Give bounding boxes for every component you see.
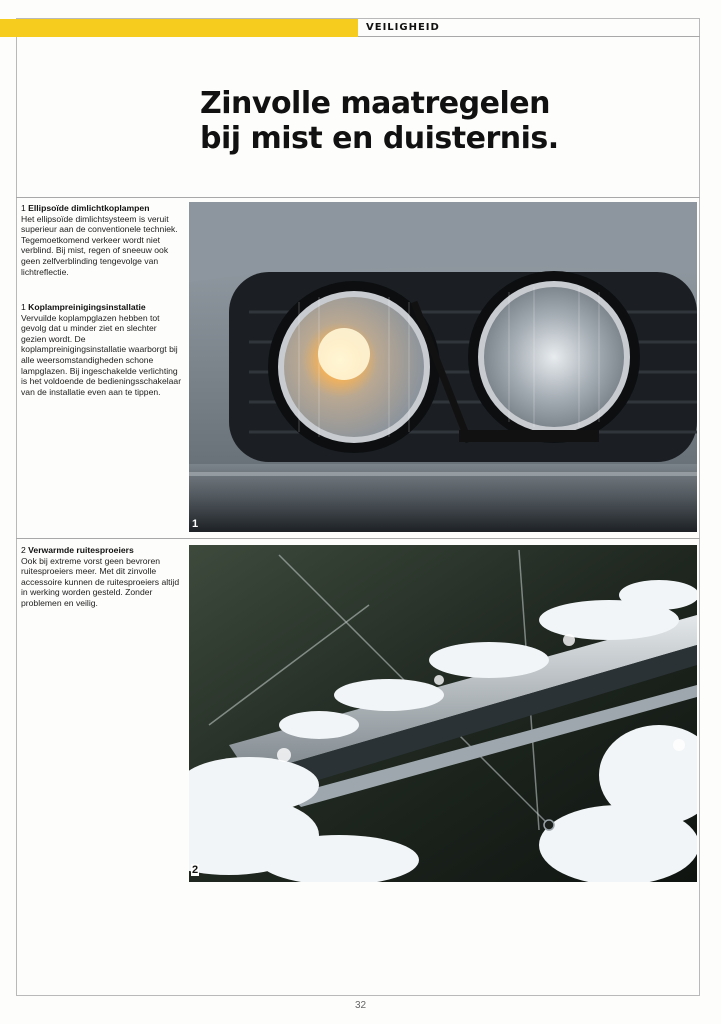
photo-number: 1 <box>192 518 199 530</box>
caption-heated-washers <box>21 545 183 609</box>
caption-title: 1 Koplampreinigingsinstallatie <box>21 302 146 312</box>
washer-jet-snow-photo <box>189 545 697 882</box>
caption-headlamp-washer <box>21 302 183 397</box>
page-number: 32 <box>354 1000 367 1011</box>
caption-body: Ook bij extreme vorst geen bevroren ruitesproeiers meer. Met dit zinvolle accessoire kunnen de ruitesproeiers altijd in werking worden gesteld. Zonder problemen en veilig. <box>21 555 180 608</box>
page-headline <box>200 86 620 156</box>
headline-line-1: Zinvolle maatregelen <box>200 86 550 121</box>
caption-body: Het ellipsoïde dimlichtsysteem is veruit superieur aan de conventionele techniek. Tegemoetkomend verkeer wordt niet verblind. Bij mist, regen of sneeuw ook geen zelfverblinding tengevolge van lichtreflectie. <box>21 213 178 277</box>
caption-ellipsoid-lights <box>21 203 183 277</box>
caption-body: Vervuilde koplampglazen hebben tot gevolg dat u minder ziet en slechter gezien wordt. De koplampreinigingsinstallatie waarborgt bij alle weersomstandigheden schone lampglazen. Bij ingeschakelde verlichting is het voldoende de bedieningsschakelaar van de installatie even aan te tippen. <box>21 312 182 397</box>
washer-snow-illustration <box>189 545 697 882</box>
headlight-photo <box>189 202 697 532</box>
caption-title: 2 Verwarmde ruitesproeiers <box>21 545 134 555</box>
headlight-illustration <box>189 202 697 532</box>
section-color-band <box>0 19 358 37</box>
divider-top <box>16 197 700 198</box>
photo-number: 2 <box>192 864 199 876</box>
caption-number: 2 <box>21 545 26 555</box>
caption-number: 1 <box>21 302 26 312</box>
caption-title: 1 Ellipsoïde dimlichtkoplampen <box>21 203 150 213</box>
headline-line-2: bij mist en duisternis. <box>200 121 559 156</box>
divider-middle <box>16 538 700 539</box>
section-label: VEILIGHEID <box>358 19 700 37</box>
caption-number: 1 <box>21 203 26 213</box>
